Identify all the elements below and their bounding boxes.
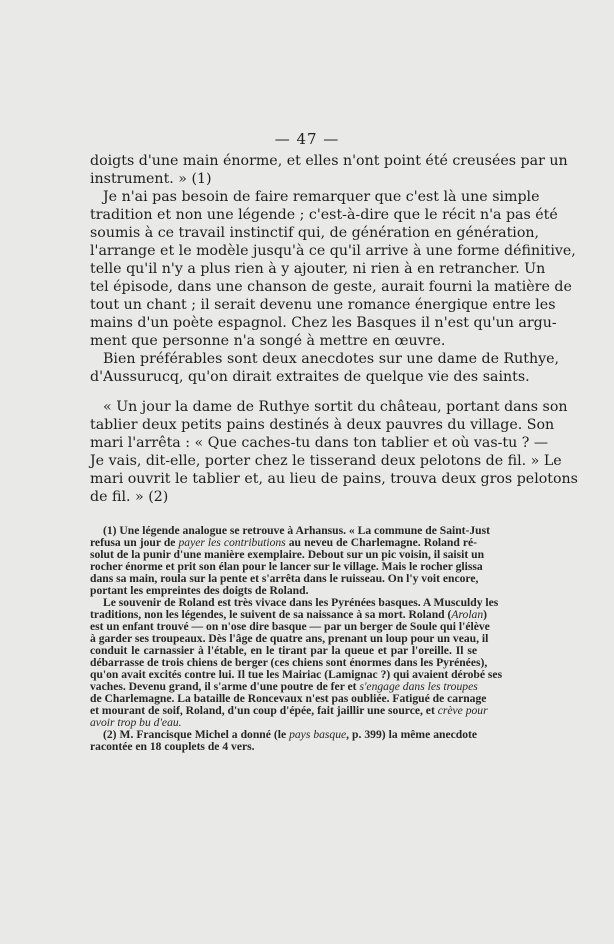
text-segment: (2) M. Francisque Michel a donné (le bbox=[103, 728, 290, 741]
text-line: ment que personne n'a songé à mettre en œuvre. bbox=[90, 333, 446, 349]
text-line: mari l'arrêta : « Que caches-tu dans ton tablier et où vas-tu ? — bbox=[90, 435, 549, 451]
footnote bbox=[90, 729, 477, 753]
text-line: l'arrange et le modèle jusqu'à ce qu'il arrive à une forme définitive, bbox=[90, 243, 576, 259]
italic-text: s'engage dans les troupes bbox=[359, 680, 478, 693]
paragraph bbox=[90, 398, 578, 506]
text-segment: rocher énorme et prit son élan pour le lancer sur le village. Mais le rocher glissa bbox=[90, 560, 483, 573]
text-line: soumis à ce travail instinctif qui, de génération en génération, bbox=[90, 225, 540, 241]
text-line: Bien préférables sont deux anecdotes sur une dame de Ruthye, bbox=[103, 351, 560, 367]
text-segment: conduit le carnassier à l'étable, en le tirant par la queue et par l'oreille. Il se bbox=[90, 644, 477, 657]
text-segment: débarrasse de trois chiens de berger (ces chiens sont énormes dans les Pyrénées), bbox=[90, 656, 488, 669]
text-segment: traditions, non les légendes, le suivent de sa naissance à sa mort. Roland ( bbox=[90, 608, 452, 621]
text-segment: qu'on avait excités contre lui. Il tue les Mairiac (Lamignac ?) qui avaient dérobé ses bbox=[90, 668, 503, 681]
text-segment: (1) Une légende analogue se retrouve à Arhansus. « La commune de Saint-Just bbox=[103, 524, 491, 537]
text-segment: ) bbox=[483, 608, 488, 621]
italic-text: Arolan bbox=[451, 608, 484, 621]
text-segment: dans sa main, roula sur la pente et s'arrêta dans le ruisseau. On l'y voit encore, bbox=[90, 572, 479, 585]
text-line: tel épisode, dans une chanson de geste, aurait fourni la matière de bbox=[90, 279, 572, 295]
italic-text: avoir trop bu d'eau. bbox=[90, 716, 182, 729]
text-line: Je vais, dit-elle, porter chez le tisserand deux pelotons de fil. » Le bbox=[90, 453, 562, 469]
text-line: telle qu'il n'y a plus rien à y ajouter, ni rien à en retrancher. Un bbox=[90, 261, 546, 277]
text-line: « Un jour la dame de Ruthye sortit du château, portant dans son bbox=[103, 399, 568, 415]
text-line: mari ouvrit le tablier et, au lieu de pains, trouva deux gros pelotons bbox=[90, 471, 578, 487]
paragraph bbox=[90, 188, 576, 350]
footnote bbox=[90, 524, 491, 597]
text-segment: portant les empreintes des doigts de Roland. bbox=[90, 584, 309, 597]
footnote bbox=[90, 596, 503, 729]
text-segment: Le souvenir de Roland est très vivace dans les Pyrénées basques. A Musculdy les bbox=[103, 596, 499, 609]
text-segment: au neveu de Charlemagne. Roland ré- bbox=[285, 536, 477, 549]
italic-text: pays basque bbox=[289, 728, 347, 741]
text-line: tout un chant ; il serait devenu une romance énergique entre les bbox=[90, 297, 556, 313]
text-segment: à garder ses troupeaux. Dès l'âge de quatre ans, prenant un loup pour un veau, il bbox=[90, 632, 489, 645]
paragraph bbox=[90, 350, 560, 386]
italic-text: crève pour bbox=[437, 704, 488, 717]
text-segment: solut de la punir d'une manière exemplaire. Debout sur un pic voisin, il saisit un bbox=[90, 548, 485, 561]
main-text bbox=[90, 152, 578, 506]
text-line: mains d'un poète espagnol. Chez les Basques il n'est qu'un argu- bbox=[90, 315, 557, 331]
footnotes bbox=[90, 524, 503, 753]
text-segment: racontée en 18 couplets de 4 vers. bbox=[90, 740, 255, 753]
text-line: doigts d'une main énorme, et elles n'ont point été creusées par un bbox=[90, 153, 568, 169]
footnote-line bbox=[90, 741, 477, 753]
text-segment: refusa un jour de bbox=[90, 536, 179, 549]
text-segment: , p. 399) la même anecdote bbox=[346, 728, 478, 741]
text-line: de fil. » (2) bbox=[90, 489, 169, 505]
text-line: tradition et non une légende ; c'est-à-dire que le récit n'a pas été bbox=[90, 207, 558, 223]
text-segment: est un enfant trouvé — on n'ose dire basque — par un berger de Soule qui l'élève bbox=[90, 620, 490, 633]
page-number: — 47 — bbox=[274, 130, 340, 148]
text-line: d'Aussurucq, qu'on dirait extraites de quelque vie des saints. bbox=[90, 369, 530, 385]
text-line: Je n'ai pas besoin de faire remarquer que c'est là une simple bbox=[103, 189, 540, 205]
text-segment: de Charlemagne. La bataille de Roncevaux n'est pas oubliée. Fatigué de carnage bbox=[90, 692, 487, 705]
paragraph bbox=[90, 152, 568, 188]
text-line: tablier deux petits pains destinés à deux pauvres du village. Son bbox=[90, 417, 555, 433]
text-segment: et mourant de soif, Roland, d'un coup d'épée, fait jaillir une source, et bbox=[90, 704, 438, 717]
text-segment: vaches. Devenu grand, il s'arme d'une poutre de fer et bbox=[90, 680, 360, 693]
text-line: instrument. » (1) bbox=[90, 171, 212, 187]
italic-text: payer les contributions bbox=[178, 536, 286, 549]
